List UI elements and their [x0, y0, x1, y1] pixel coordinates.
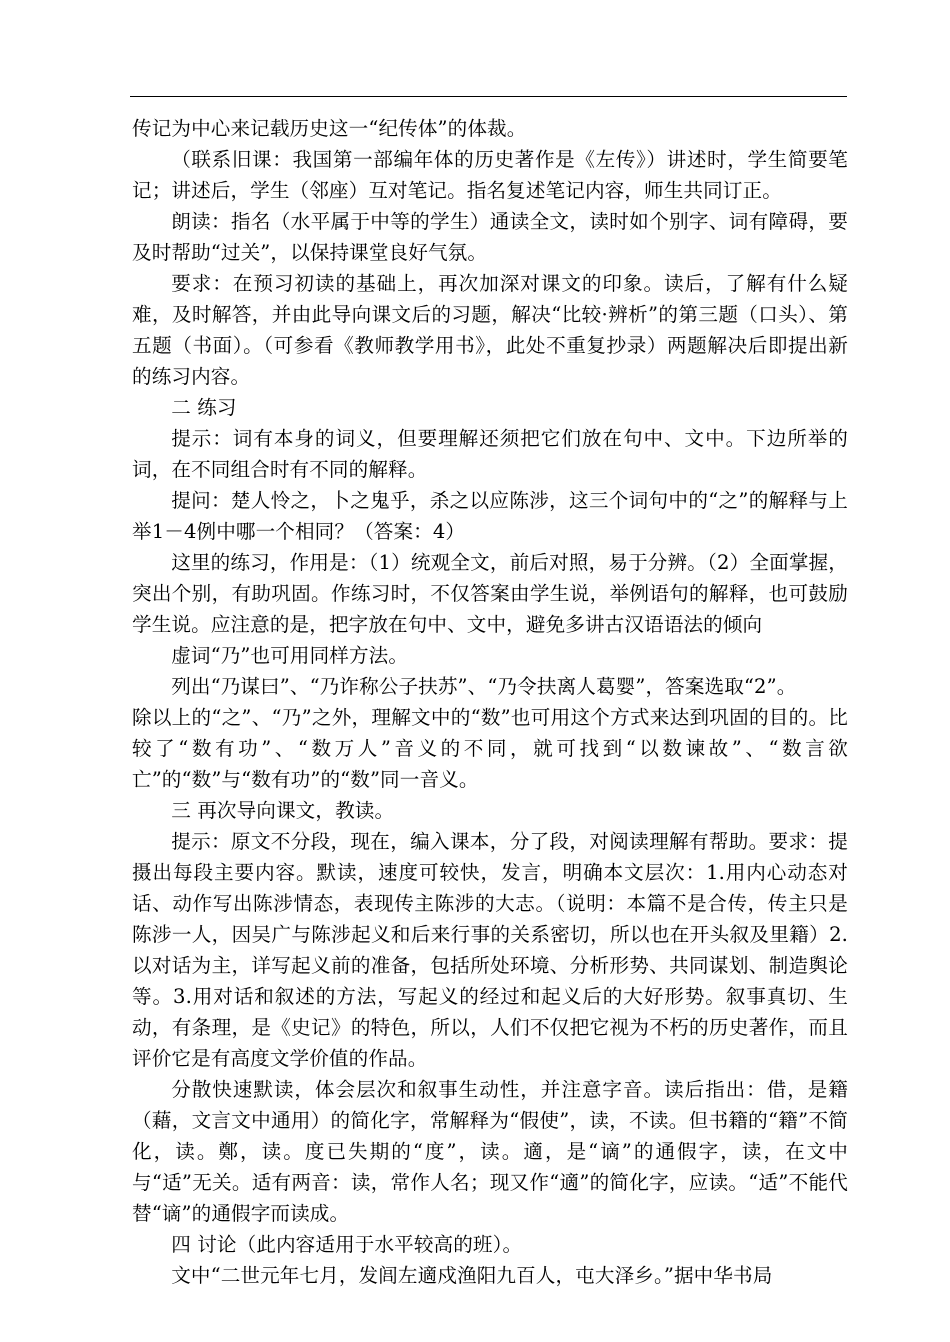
paragraph-11: 除以上的“之”、“乃”之外，理解文中的“数”也可用这个方式来达到巩固的目的。比较了“数有功”、“数万人”音义的不同，就可找到“以数谏故”、“数言欲亡”的“数”与“数有功”的“数”同一音义。 — [132, 706, 848, 791]
paragraph-4: 要求：在预习初读的基础上，再次加深对课文的印象。读后，了解有什么疑难，及时解答，并由此导向课文后的习题，解决“比较·辨析”的第三题（口头）、第五题（书面）。（可参看《教师教学用书》，此处不重复抄录）两题解决后即提出新的练习内容。 — [132, 272, 848, 388]
header-rule — [130, 96, 847, 97]
paragraph-7: 提问：楚人怜之，卜之鬼乎，杀之以应陈涉，这三个词句中的“之”的解释与上举1－4例中哪一个相同？（答案：4） — [132, 489, 848, 543]
paragraph-3: 朗读：指名（水平属于中等的学生）通读全文，读时如个别字、词有障碍，要及时帮助“过关”，以保持课堂良好气氛。 — [132, 210, 848, 264]
paragraph-8: 这里的练习，作用是：（1）统观全文，前后对照，易于分辨。（2）全面掌握，突出个别，有助巩固。作练习时，不仅答案由学生说，举例语句的解释，也可鼓励学生说。应注意的是，把字放在句中、文中，避免多讲古汉语语法的倾向 — [132, 551, 848, 636]
paragraph-2: （联系旧课：我国第一部编年体的历史著作是《左传》）讲述时，学生简要笔记；讲述后，学生（邻座）互对笔记。指名复述笔记内容，师生共同订正。 — [132, 148, 848, 202]
paragraph-10: 列出“乃谋曰”、“乃诈称公子扶苏”、“乃令扶离人葛婴”，答案选取“2”。 — [171, 675, 797, 698]
section-heading-4: 四 讨论（此内容适用于水平较高的班）。 — [171, 1233, 523, 1256]
section-heading-2: 二 练习 — [171, 396, 237, 419]
paragraph-9: 虚词“乃”也可用同样方法。 — [171, 644, 409, 667]
document-body — [132, 113, 848, 1291]
paragraph-6: 提示：词有本身的词义，但要理解还须把它们放在句中、文中。下边所举的词，在不同组合时有不同的解释。 — [132, 427, 848, 481]
paragraph-14: 分散快速默读，体会层次和叙事生动性，并注意字音。读后指出：借，是籍（藉，文言文中通用）的简化字，常解释为“假使”，读，不读。但书籍的“籍”不简化，读。鄭，读。度已失期的“度”，读。適，是“谪”的通假字，读，在文中与“适”无关。适有两音：读，常作人名；现又作“適”的简化字，应读。“适”不能代替“谪”的通假字而读成。 — [132, 1078, 848, 1225]
paragraph-1: 传记为中心来记载历史这一“纪传体”的体裁。 — [132, 117, 527, 140]
paragraph-16: 文中“二世元年七月，发闾左適戍渔阳九百人，屯大泽乡。”据中华书局 — [171, 1264, 773, 1287]
section-heading-3: 三 再次导向课文，教读。 — [171, 799, 395, 822]
paragraph-13: 提示：原文不分段，现在，编入课本，分了段，对阅读理解有帮助。要求：提摄出每段主要内容。默读，速度可较快，发言，明确本文层次：1.用内心动态对话、动作写出陈涉情态，表现传主陈涉的大志。（说明：本篇不是合传，传主只是陈涉一人，因吴广与陈涉起义和后来行事的关系密切，所以也在开头叙及里籍）2.以对话为主，详写起义前的准备，包括所处环境、分析形势、共同谋划、制造舆论等。3.用对话和叙述的方法，写起义的经过和起义后的大好形势。叙事真切、生动，有条理，是《史记》的特色，所以，人们不仅把它视为不朽的历史著作，而且评价它是有高度文学价值的作品。 — [132, 830, 848, 1070]
